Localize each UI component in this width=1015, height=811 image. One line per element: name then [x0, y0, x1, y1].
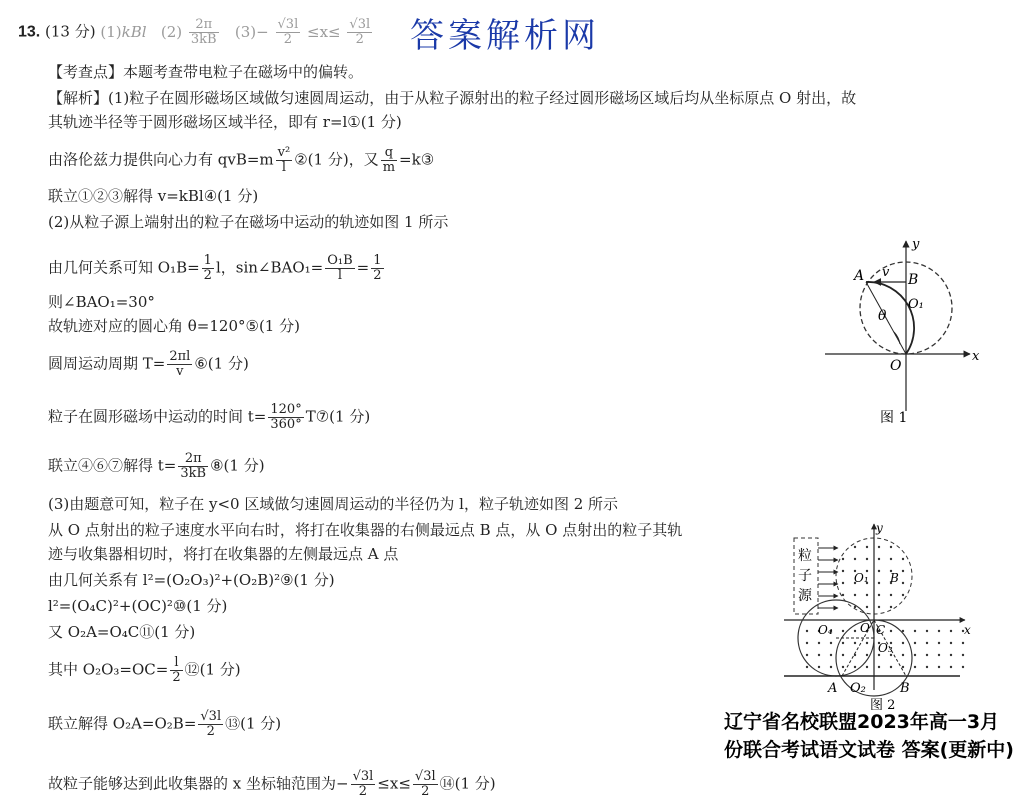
fraction: $\frac{1}{2}$ [373, 253, 382, 283]
fraction: $\frac{l}{2}$ [172, 655, 181, 685]
fraction: $\frac{√3l}{2}$ [277, 17, 299, 47]
source-label-3: 源 [798, 588, 812, 604]
question-number: 13. [18, 23, 41, 41]
label-a: A [854, 268, 865, 284]
text-line: 由几何关系可知 O₁B= $\frac{1}{2}$ l，sin∠BAO₁= $\frac{\text{O₁B}}{l}$ = $\frac{1}{2}$ [48, 253, 382, 283]
source-label-2: 子 [798, 568, 812, 584]
x-label: x [972, 349, 980, 364]
label-theta: θ [878, 308, 887, 324]
label-a: A [828, 681, 838, 696]
fraction: $\frac{1}{2}$ [203, 253, 212, 283]
text-line: 其中 O₂O₃=OC= $\frac{l}{2}$ ⑫(1 分) [48, 655, 241, 685]
text-line: 联立解得 O₂A=O₂B= $\frac{√3l}{2}$ ⑬(1 分) [48, 709, 282, 739]
fraction: $\frac{2\pi}{3kB}$ [190, 17, 217, 47]
answer-summary: (1)kBl (2) $\frac{2\pi}{3kB}$ (3)− $\frac{√3l}{2}$ ≤x≤ $\frac{√3l}{2}$ [100, 17, 371, 47]
text-line: 迹与收集器相切时，将打在收集器的左侧最远点 A 点 [48, 545, 399, 563]
y-label: y [876, 521, 883, 535]
figure-1-caption: 图 1 [880, 410, 908, 426]
label-b: B [900, 681, 910, 696]
fraction: $\frac{2\pi l}{v}$ [169, 349, 191, 379]
label-o1: O₁ [908, 297, 924, 312]
text-line: 【解析】(1)粒子在圆形磁场区域做匀速圆周运动，由于从粒子源射出的粒子经过圆形磁场区域后均从坐标原点 O 射出，故 [48, 89, 857, 107]
text-line: (3)由题意可知，粒子在 y<0 区域做匀速圆周运动的半径仍为 l，粒子轨迹如图 2 所示 [48, 495, 619, 513]
fraction: $\frac{√3l}{2}$ [352, 769, 374, 799]
label-o1: O₁ [854, 571, 869, 585]
text-line: 粒子在圆形磁场中运动的时间 t= $\frac{120^\circ}{360^\circ}$ T⑦(1 分) [48, 402, 371, 432]
text-line: 故粒子能够达到此收集器的 x 坐标轴范围为− $\frac{√3l}{2}$ ≤x≤ $\frac{√3l}{2}$ ⑭(1 分) [48, 769, 496, 799]
text-line: l²=(O₄C)²+(OC)²⑩(1 分) [48, 597, 228, 615]
label-o2: O₂ [850, 681, 866, 696]
fraction: $\frac{√3l}{2}$ [349, 17, 371, 47]
watermark-text: 答案解析网 [410, 16, 600, 56]
text-line: 联立④⑥⑦解得 t= $\frac{2\pi}{3kB}$ ⑧(1 分) [48, 451, 265, 481]
x-label: x [964, 623, 971, 637]
label-o: O [860, 621, 870, 635]
fraction: $\frac{\text{O₁B}}{l}$ [327, 253, 353, 283]
text-line: 【考查点】本题考查带电粒子在磁场中的偏转。 [48, 63, 364, 81]
text-line: 则∠BAO₁=30° [48, 293, 155, 311]
fraction: $\frac{√3l}{2}$ [200, 709, 222, 739]
label-v: v [882, 265, 890, 280]
label-o3: O₃ [878, 641, 893, 655]
label-b: B [908, 272, 919, 288]
figure-1 [820, 236, 995, 431]
fraction: $\frac{120^\circ}{360^\circ}$ [270, 402, 302, 432]
text-line: 由洛伦兹力提供向心力有 qvB=m $\frac{\text{v²}}{l}$ ②(1 分)，又 $\frac{q}{m}$ =k③ [48, 145, 435, 175]
y-label: y [912, 237, 920, 252]
text-line: 联立①②③解得 v=kBl④(1 分) [48, 187, 259, 205]
fraction: $\frac{2\pi}{3kB}$ [180, 451, 207, 481]
text-line: 又 O₂A=O₄C⑪(1 分) [48, 623, 196, 641]
trajectory-arc [866, 282, 914, 354]
label-c: C [876, 623, 886, 637]
text-line: (2)从粒子源上端射出的粒子在磁场中运动的轨迹如图 1 所示 [48, 213, 449, 231]
fraction: $\frac{q}{m}$ [382, 145, 396, 175]
text-line: 从 O 点射出的粒子速度水平向右时，将打在收集器的右侧最远点 B 点，从 O 点射出的粒子其轨 [48, 521, 683, 539]
label-b-top: B [890, 571, 899, 585]
text-line: 其轨迹半径等于圆形磁场区域半径，即有 r=l①(1 分) [48, 113, 402, 131]
figure-2-caption: 图 2 [870, 698, 896, 710]
ad-banner-text: 辽宁省名校联盟2023年高一3月份联合考试语文试卷 答案(更新中) [724, 711, 1014, 761]
fraction: $\frac{√3l}{2}$ [414, 769, 436, 799]
text-line: 故轨迹对应的圆心角 θ=120°⑤(1 分) [48, 317, 300, 335]
label-o: O [890, 358, 902, 374]
figure-2 [780, 520, 980, 710]
label-o4: O₄ [818, 623, 833, 637]
source-label-1: 粒 [798, 548, 812, 564]
fraction: $\frac{\text{v²}}{l}$ [277, 145, 291, 175]
text-line: 圆周运动周期 T= $\frac{2\pi l}{v}$ ⑥(1 分) [48, 349, 249, 379]
question-header [18, 18, 374, 47]
text-line: 由几何关系有 l²=(O₂O₃)²+(O₂B)²⑨(1 分) [48, 571, 335, 589]
question-score: (13 分) [45, 22, 96, 41]
